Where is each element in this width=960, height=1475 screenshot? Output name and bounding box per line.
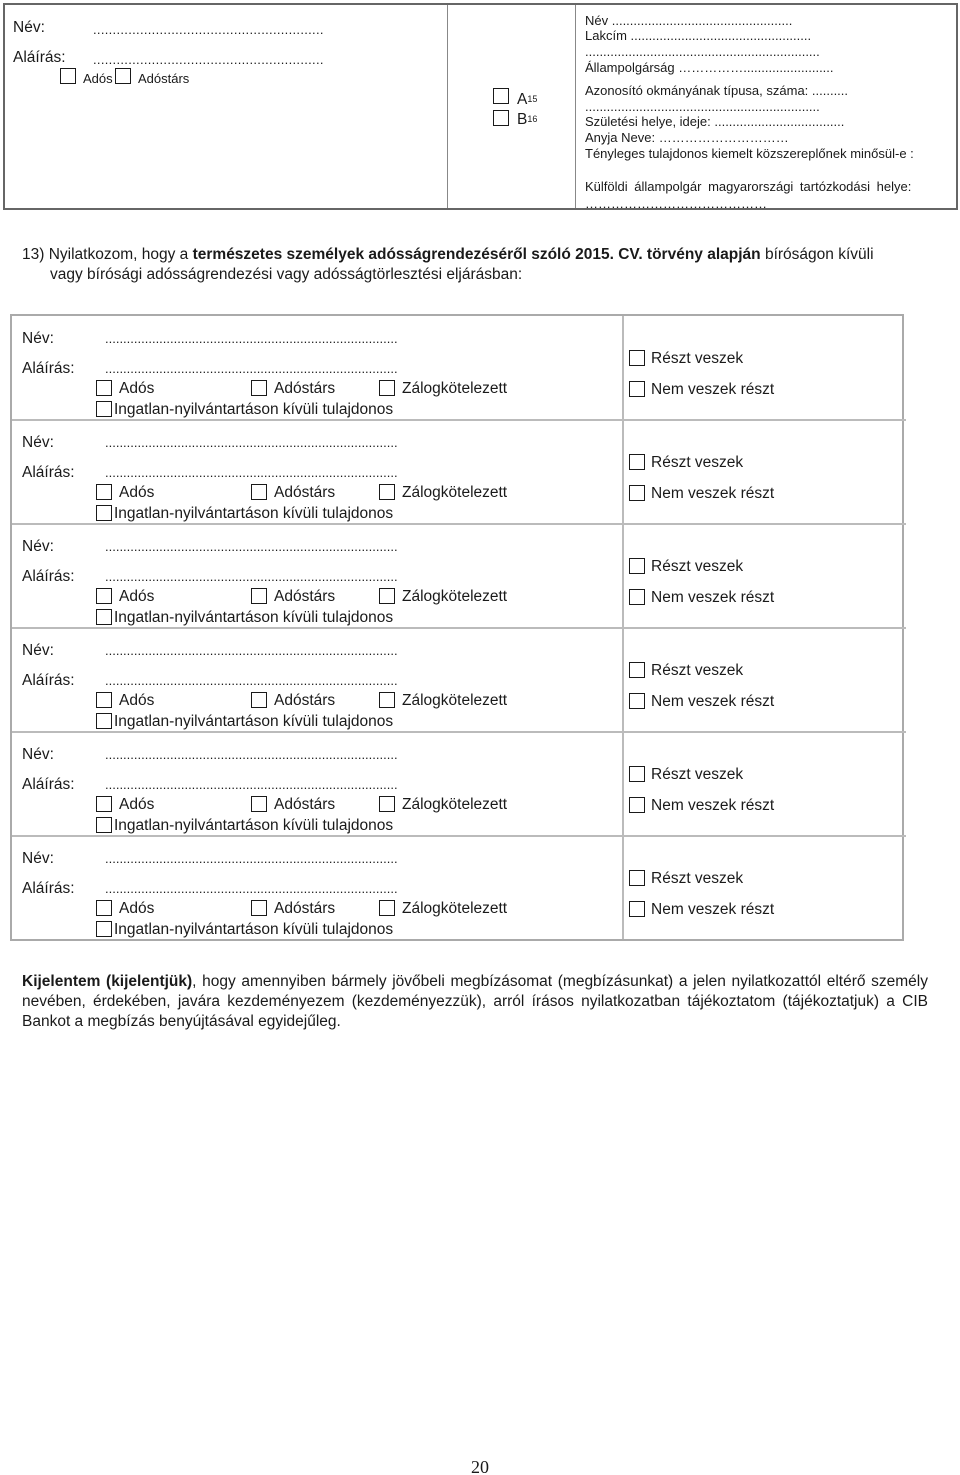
row-nev-label: Név: — [22, 538, 54, 555]
section-law-reference: természetes személyek adósságrendezéséről szóló 2015. CV. törvény alapján — [192, 246, 761, 263]
row-ados-checkbox[interactable] — [96, 380, 112, 396]
participant-row — [12, 524, 902, 628]
row-reszt-veszek-checkbox[interactable] — [629, 350, 645, 366]
row-alairas-input-line[interactable]: ................................................................................. — [105, 881, 398, 896]
row-ados-label: Adós — [119, 588, 155, 605]
row-zalog-checkbox[interactable] — [379, 484, 395, 500]
ados-checkbox[interactable] — [60, 68, 76, 84]
row-nem-veszek-label: Nem veszek részt — [651, 797, 775, 814]
row-ados-label: Adós — [119, 796, 155, 813]
row-ados-label: Adós — [119, 900, 155, 917]
row-alairas-input-line[interactable]: ................................................................................. — [105, 569, 398, 584]
row-nem-veszek-checkbox[interactable] — [629, 901, 645, 917]
row-reszt-veszek-label: Részt veszek — [651, 558, 744, 575]
row-ados-label: Adós — [119, 380, 155, 397]
row-ados-checkbox[interactable] — [96, 796, 112, 812]
row-zalog-label: Zálogkötelezett — [402, 692, 508, 709]
a-label: $A^{15}$ — [517, 91, 538, 108]
row-nem-veszek-label: Nem veszek részt — [651, 693, 775, 710]
row-alairas-label: Aláírás: — [22, 464, 75, 481]
row-adostars-label: Adóstárs — [274, 900, 336, 917]
row-adostars-label: Adóstárs — [274, 588, 336, 605]
row-alairas-label: Aláírás: — [22, 568, 75, 585]
row-nev-input-line[interactable]: ................................................................................. — [105, 435, 398, 450]
row-nev-input-line[interactable]: ................................................................................. — [105, 331, 398, 346]
nev-label: Név: — [13, 19, 45, 36]
row-zalog-checkbox[interactable] — [379, 692, 395, 708]
row-alairas-input-line[interactable]: ................................................................................. — [105, 673, 398, 688]
top-signature-table — [3, 3, 958, 210]
row-reszt-veszek-label: Részt veszek — [651, 766, 744, 783]
alairas-input-line[interactable]: ........................................................... — [93, 52, 324, 67]
row-reszt-veszek-label: Részt veszek — [651, 662, 744, 679]
row-zalog-label: Zálogkötelezett — [402, 796, 508, 813]
row-alairas-label: Aláírás: — [22, 880, 75, 897]
row-ados-checkbox[interactable] — [96, 900, 112, 916]
row-reszt-veszek-label: Részt veszek — [651, 870, 744, 887]
declaration-paragraph — [22, 972, 928, 1032]
field-lakcim: Lakcím .................................................. — [585, 28, 812, 43]
row-zalog-label: Zálogkötelezett — [402, 380, 508, 397]
row-nev-label: Név: — [22, 642, 54, 659]
row-alairas-label: Aláírás: — [22, 776, 75, 793]
row-ingatlan-checkbox[interactable] — [96, 817, 112, 833]
page-number: 20 — [471, 1457, 489, 1475]
row-alairas-label: Aláírás: — [22, 360, 75, 377]
adostars-checkbox[interactable] — [115, 68, 131, 84]
row-adostars-checkbox[interactable] — [251, 588, 267, 604]
declaration-bold: Kijelentem (kijelentjük) — [22, 973, 193, 990]
row-adostars-label: Adóstárs — [274, 692, 336, 709]
participant-signature-table — [10, 314, 904, 941]
row-nev-label: Név: — [22, 746, 54, 763]
row-ados-checkbox[interactable] — [96, 692, 112, 708]
ados-label: Adós — [83, 71, 113, 86]
participant-row — [12, 836, 902, 940]
declaration-text: , hogy amennyiben bármely jövőbeli megbízásomat (megbízásunkat) a jelen nyilatkozattól eltérő személy nevében, érdekében, javára kezdeményezem (kezdeményezzük), arról írásos nyilatkozatban tájékoztatom (tájékoztatjuk) a CIB Bankot a megbízás benyújtásával egyidejűleg. — [22, 973, 928, 1030]
row-nev-label: Név: — [22, 850, 54, 867]
row-reszt-veszek-checkbox[interactable] — [629, 662, 645, 678]
row-adostars-label: Adóstárs — [274, 380, 336, 397]
row-nem-veszek-checkbox[interactable] — [629, 797, 645, 813]
row-reszt-veszek-label: Részt veszek — [651, 454, 744, 471]
section-13-statement — [22, 245, 932, 285]
field-allampolgarsag: Állampolgárság ……………......................... — [585, 60, 834, 75]
b-checkbox[interactable] — [493, 110, 509, 126]
row-reszt-veszek-checkbox[interactable] — [629, 766, 645, 782]
column-divider — [575, 5, 576, 208]
row-ingatlan-checkbox[interactable] — [96, 609, 112, 625]
section-text-2: bíróságon kívüli — [760, 246, 874, 263]
row-nev-input-line[interactable]: ................................................................................. — [105, 851, 398, 866]
field-nev: Név .................................................. — [585, 13, 793, 28]
row-zalog-checkbox[interactable] — [379, 380, 395, 396]
row-ingatlan-label: Ingatlan-nyilvántartáson kívüli tulajdonos — [114, 505, 394, 522]
row-nem-veszek-label: Nem veszek részt — [651, 381, 775, 398]
row-reszt-veszek-checkbox[interactable] — [629, 558, 645, 574]
row-nev-input-line[interactable]: ................................................................................. — [105, 539, 398, 554]
row-alairas-input-line[interactable]: ................................................................................. — [105, 361, 398, 376]
field-azonosito: Azonosító okmányának típusa, száma: .......... — [585, 83, 849, 98]
section-number: 13) — [22, 246, 49, 263]
row-ingatlan-label: Ingatlan-nyilvántartáson kívüli tulajdonos — [114, 609, 394, 626]
row-alairas-label: Aláírás: — [22, 672, 75, 689]
field-kulfoldi-cont: …………………………………… — [585, 196, 767, 211]
field-anyja-neve: Anyja Neve: ………………………… — [585, 130, 789, 145]
row-adostars-label: Adóstárs — [274, 484, 336, 501]
row-ingatlan-label: Ingatlan-nyilvántartáson kívüli tulajdonos — [114, 817, 394, 834]
alairas-label: Aláírás: — [13, 49, 66, 66]
row-reszt-veszek-checkbox[interactable] — [629, 454, 645, 470]
column-divider — [447, 5, 448, 208]
section-text-1: Nyilatkozom, hogy a — [48, 246, 193, 263]
a-checkbox[interactable] — [493, 88, 509, 104]
field-kulfoldi: Külföldi állampolgár magyarországi tartózkodási helye: — [585, 179, 912, 194]
field-szuletesi: Születési helye, ideje: .................................... — [585, 114, 845, 129]
row-nev-input-line[interactable]: ................................................................................. — [105, 643, 398, 658]
row-ados-label: Adós — [119, 484, 155, 501]
row-zalog-label: Zálogkötelezett — [402, 588, 508, 605]
row-adostars-checkbox[interactable] — [251, 900, 267, 916]
row-ingatlan-checkbox[interactable] — [96, 505, 112, 521]
field-azonosito-cont: ................................................................. — [585, 99, 820, 114]
row-nev-label: Név: — [22, 330, 54, 347]
section-text-3: vagy bírósági adósságrendezési vagy adósságtörlesztési eljárásban: — [50, 266, 523, 283]
row-ingatlan-checkbox[interactable] — [96, 921, 112, 937]
row-adostars-label: Adóstárs — [274, 796, 336, 813]
row-nem-veszek-checkbox[interactable] — [629, 589, 645, 605]
row-adostars-checkbox[interactable] — [251, 380, 267, 396]
nev-input-line[interactable]: ........................................................... — [93, 22, 324, 37]
row-nev-label: Név: — [22, 434, 54, 451]
row-zalog-checkbox[interactable] — [379, 588, 395, 604]
row-adostars-checkbox[interactable] — [251, 484, 267, 500]
row-ingatlan-label: Ingatlan-nyilvántartáson kívüli tulajdonos — [114, 921, 394, 938]
row-nem-veszek-label: Nem veszek részt — [651, 485, 775, 502]
row-zalog-label: Zálogkötelezett — [402, 900, 508, 917]
row-reszt-veszek-checkbox[interactable] — [629, 870, 645, 886]
row-zalog-checkbox[interactable] — [379, 900, 395, 916]
row-reszt-veszek-label: Részt veszek — [651, 350, 744, 367]
row-zalog-label: Zálogkötelezett — [402, 484, 508, 501]
b-label: $B^{16}$ — [517, 111, 538, 128]
row-ados-checkbox[interactable] — [96, 588, 112, 604]
participant-row — [12, 316, 902, 420]
row-nem-veszek-checkbox[interactable] — [629, 381, 645, 397]
field-kozszereplo: Tényleges tulajdonos kiemelt közszereplőnek minősül-e : — [585, 146, 914, 161]
adostars-label: Adóstárs — [138, 71, 190, 86]
row-ados-checkbox[interactable] — [96, 484, 112, 500]
row-nem-veszek-label: Nem veszek részt — [651, 589, 775, 606]
participant-row — [12, 420, 902, 524]
row-ingatlan-label: Ingatlan-nyilvántartáson kívüli tulajdonos — [114, 401, 394, 418]
row-ingatlan-label: Ingatlan-nyilvántartáson kívüli tulajdonos — [114, 713, 394, 730]
row-adostars-checkbox[interactable] — [251, 796, 267, 812]
row-nem-veszek-checkbox[interactable] — [629, 485, 645, 501]
row-ingatlan-checkbox[interactable] — [96, 401, 112, 417]
row-ados-label: Adós — [119, 692, 155, 709]
row-nem-veszek-label: Nem veszek részt — [651, 901, 775, 918]
participant-row — [12, 628, 902, 732]
row-nem-veszek-checkbox[interactable] — [629, 693, 645, 709]
row-alairas-input-line[interactable]: ................................................................................. — [105, 777, 398, 792]
row-ingatlan-checkbox[interactable] — [96, 713, 112, 729]
row-alairas-input-line[interactable]: ................................................................................. — [105, 465, 398, 480]
participant-row — [12, 732, 902, 836]
field-lakcim-cont: ................................................................. — [585, 44, 820, 59]
row-zalog-checkbox[interactable] — [379, 796, 395, 812]
row-nev-input-line[interactable]: ................................................................................. — [105, 747, 398, 762]
row-adostars-checkbox[interactable] — [251, 692, 267, 708]
